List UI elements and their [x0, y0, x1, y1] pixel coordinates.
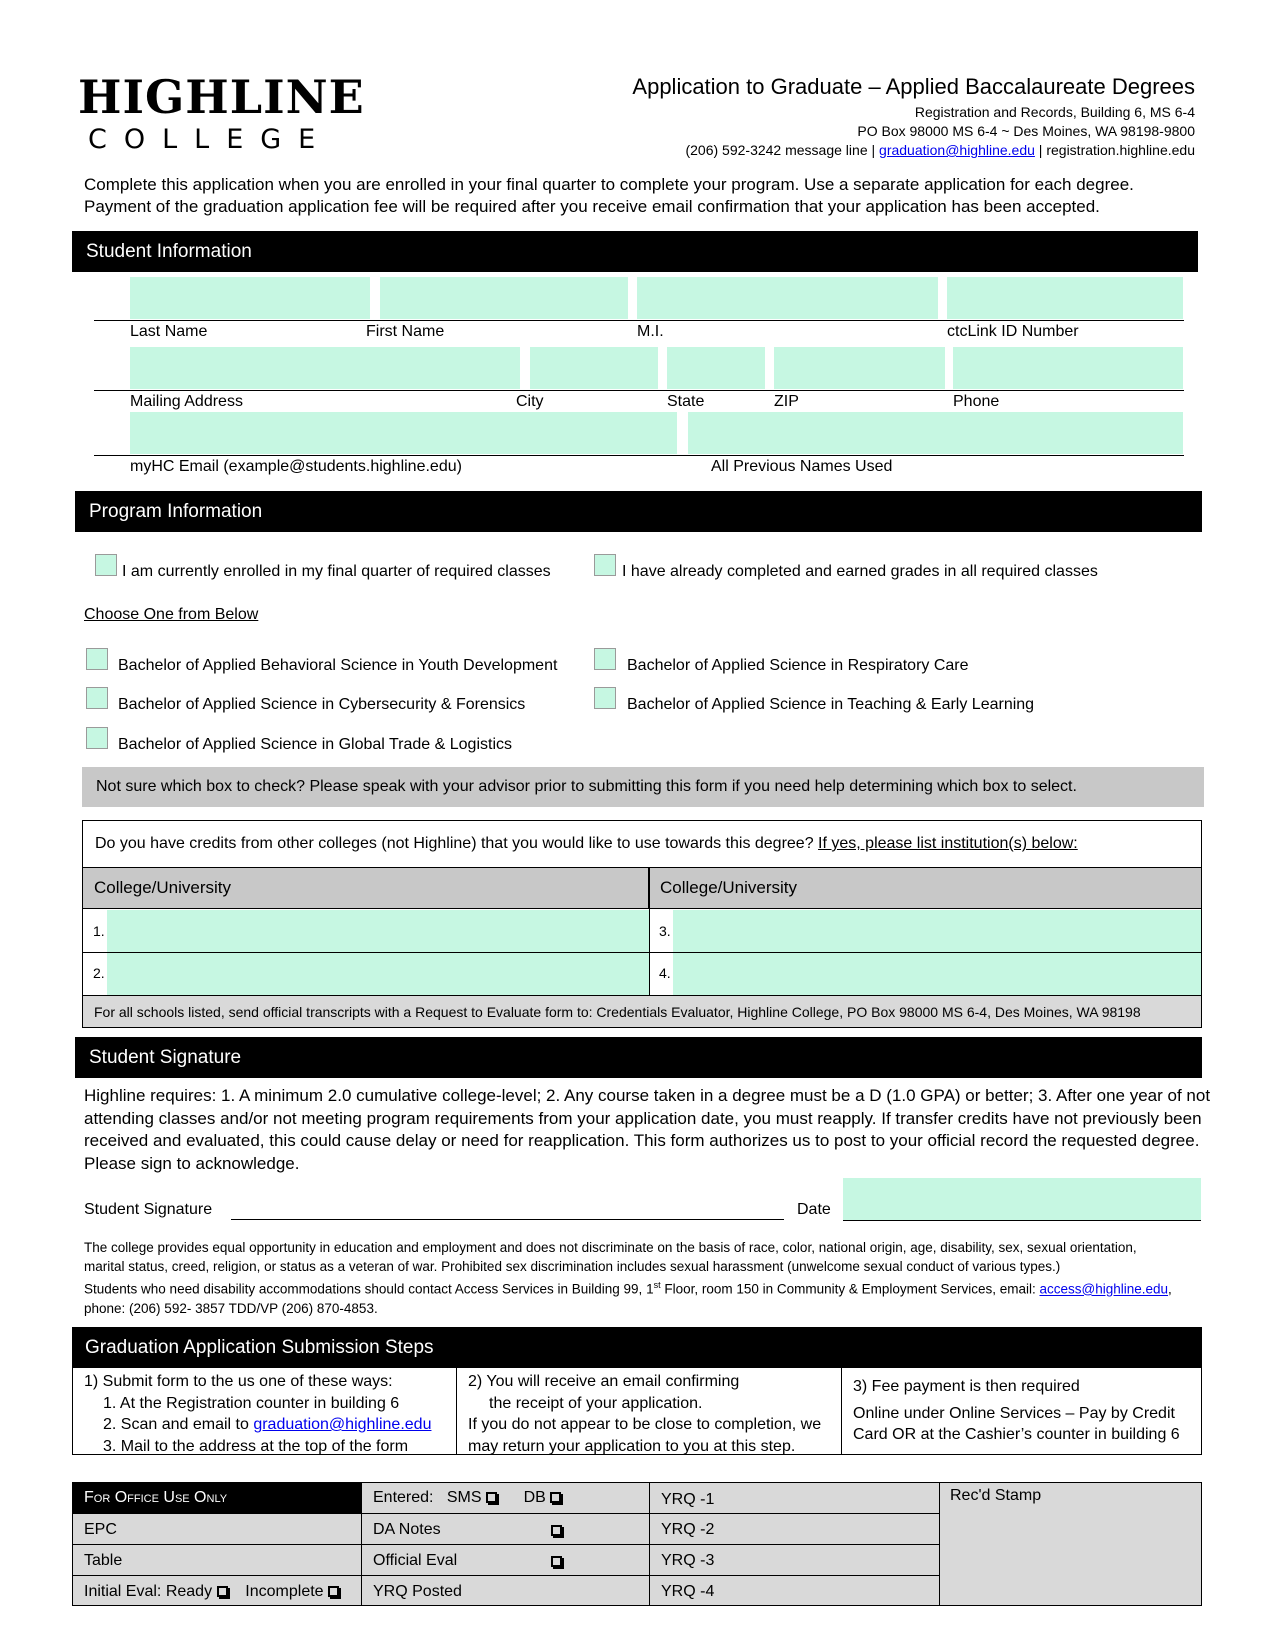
status-final-quarter-label: I am currently enrolled in my final quarter of required classes: [122, 563, 551, 580]
credits-header-right: College/University: [649, 867, 1201, 909]
credits-row-1-number: 1.: [93, 923, 105, 939]
degree-respiratory-care-label: Bachelor of Applied Science in Respiratory Care: [627, 657, 969, 674]
city-label: City: [516, 393, 544, 410]
incomplete-checkbox[interactable]: [328, 1586, 339, 1597]
degree-youth-development-checkbox[interactable]: [86, 648, 108, 670]
office-contact: (206) 592-3242 message line | graduation@highline.edu | registration.highline.edu: [685, 142, 1195, 158]
submission-steps-heading: Graduation Application Submission Steps: [72, 1327, 1202, 1368]
office-yrq-2: YRQ -2: [661, 1521, 715, 1538]
degree-global-trade-checkbox[interactable]: [86, 727, 108, 749]
phone-label: Phone: [953, 393, 1000, 410]
office-official-eval: Official Eval: [373, 1552, 458, 1569]
step-1: 1) Submit form to the us one of these ways: 1. At the Registration counter in building 6 2. Scan and email to graduation@highline.edu 3. Mail to the address at the top of the form: [73, 1368, 457, 1454]
advisor-note: Not sure which box to check? Please speak with your advisor prior to submitting this form if you need help determining which box to select.: [82, 767, 1204, 807]
last-name-field[interactable]: [130, 277, 370, 319]
student-info-heading: Student Information: [72, 231, 1198, 272]
degree-respiratory-care-checkbox[interactable]: [594, 648, 616, 670]
zip-field[interactable]: [774, 347, 945, 389]
date-label: Date: [797, 1201, 831, 1218]
office-yrq-3: YRQ -3: [661, 1552, 715, 1569]
email-label: myHC Email (example@students.highline.edu): [130, 458, 462, 475]
credits-header-left: College/University: [83, 867, 649, 909]
office-epc: EPC: [84, 1521, 117, 1538]
mailing-address-label: Mailing Address: [130, 393, 243, 410]
submission-steps-table: [72, 1368, 1202, 1455]
state-field[interactable]: [667, 347, 765, 389]
office-use-heading: For Office Use Only: [73, 1483, 361, 1513]
office-entered: Entered: SMS DB: [373, 1489, 561, 1507]
office-address-2: PO Box 98000 MS 6-4 ~ Des Moines, WA 98198-9800: [857, 123, 1195, 139]
credits-question: Do you have credits from other colleges (not Highline) that you would like to use towards this degree? If yes, please list institution(s) below:: [95, 835, 1078, 852]
previous-names-field[interactable]: [688, 412, 1183, 454]
intro-text: Complete this application when you are enrolled in your final quarter to complete your program. Use a separate application for each degree. Payment of the graduation application fee will be required after you receive email confirmation that your application has been accepted.: [84, 175, 1134, 216]
mailing-address-field[interactable]: [130, 347, 520, 389]
date-field[interactable]: [843, 1178, 1201, 1220]
student-signature-label: Student Signature: [84, 1201, 213, 1218]
row-2-rule: [94, 390, 1184, 391]
middle-initial-field[interactable]: [637, 277, 938, 319]
date-line: [843, 1220, 1201, 1221]
degree-youth-development-label: Bachelor of Applied Behavioral Science in Youth Development: [118, 657, 558, 674]
step-2: 2) You will receive an email confirming the receipt of your application. If you do not appear to be close to completion, we may return your application to you at this step.: [457, 1368, 842, 1454]
form-title: Application to Graduate – Applied Baccalaureate Degrees: [632, 74, 1195, 99]
ctclink-id-label: ctcLink ID Number: [947, 323, 1079, 340]
first-name-label: First Name: [366, 323, 445, 340]
mi-label: M.I.: [637, 323, 664, 340]
requirements-text: Highline requires: 1. A minimum 2.0 cumulative college-level; 2. Any course taken in a degree must be a D (1.0 GPA) or better; 3. After one year of not attending classes and/or not meeting program requirements from your application date, you must reapply. If transfer credits have not previously been received and evaluated, this could cause delay or need for reapplication. This form authorizes us to post to your official record the requested degree. Please sign to acknowledge.: [84, 1086, 1211, 1173]
form-header: [632, 74, 1195, 158]
office-recd-stamp: Rec'd Stamp: [950, 1487, 1042, 1504]
office-table: Table: [84, 1552, 123, 1569]
credits-row-4-number: 4.: [659, 965, 671, 981]
credits-row-2-number: 2.: [93, 965, 105, 981]
office-yrq-1: YRQ -1: [661, 1491, 715, 1508]
credits-column-divider: [649, 867, 650, 995]
step-3: 3) Fee payment is then required Online under Online Services – Pay by Credit Card OR at the Cashier’s counter in building 6: [853, 1378, 1180, 1443]
college-2-field[interactable]: [107, 953, 649, 995]
first-name-field[interactable]: [380, 277, 628, 319]
db-checkbox[interactable]: [550, 1492, 561, 1503]
logo-line-2: COLLEGE: [88, 124, 333, 155]
college-logo: [78, 70, 365, 160]
logo-line-1: HIGHLINE: [78, 70, 365, 124]
office-yrq-posted: YRQ Posted: [373, 1583, 462, 1600]
state-label: State: [667, 393, 705, 410]
zip-label: ZIP: [774, 393, 799, 410]
equal-opportunity-notice: The college provides equal opportunity in education and employment and does not discriminate on the basis of race, color, national origin, age, disability, sex, sexual orientation, marital status, creed, religion, or status as a veteran of war. Prohibited sex discrimination includes sexual harassment (unwelcome sexual conduct of various types.) Students who need disability accommodations should contact Access Services in Building 99, 1st Floor, room 150 in Community & Employment Services, email: access@highline.edu, phone: (206) 592- 3857 TDD/VP (206) 870-4853.: [84, 1240, 1172, 1316]
status-completed-checkbox[interactable]: [594, 554, 616, 576]
credits-section: [82, 820, 1202, 1028]
degree-global-trade-label: Bachelor of Applied Science in Global Trade & Logistics: [118, 736, 513, 753]
college-3-field[interactable]: [673, 910, 1201, 952]
choose-one-label: Choose One from Below: [84, 606, 259, 623]
graduation-email-link[interactable]: graduation@highline.edu: [879, 142, 1035, 158]
office-use-table: [72, 1482, 1202, 1606]
student-signature-line[interactable]: [231, 1219, 784, 1220]
access-email-link[interactable]: access@highline.edu: [1039, 1281, 1169, 1297]
email-field[interactable]: [130, 412, 677, 454]
phone-field[interactable]: [953, 347, 1183, 389]
signature-heading: Student Signature: [75, 1037, 1202, 1078]
degree-teaching-checkbox[interactable]: [594, 687, 616, 709]
transcripts-note: For all schools listed, send official transcripts with a Request to Evaluate form to: Credentials Evaluator, Highline College, PO Box 98000 MS 6-4, Des Moines, WA 98198: [83, 995, 1201, 1027]
credits-row-3-number: 3.: [659, 923, 671, 939]
sms-checkbox[interactable]: [486, 1492, 497, 1503]
office-yrq-4: YRQ -4: [661, 1583, 715, 1600]
degree-cybersecurity-label: Bachelor of Applied Science in Cybersecurity & Forensics: [118, 696, 526, 713]
degree-teaching-label: Bachelor of Applied Science in Teaching & Early Learning: [627, 696, 1035, 713]
status-final-quarter-checkbox[interactable]: [95, 554, 117, 576]
program-info-heading: Program Information: [75, 491, 1202, 532]
college-1-field[interactable]: [107, 910, 649, 952]
status-completed-label: I have already completed and earned grades in all required classes: [622, 563, 1098, 580]
office-da-notes: DA Notes: [373, 1521, 441, 1538]
ready-checkbox[interactable]: [217, 1586, 228, 1597]
last-name-label: Last Name: [130, 323, 208, 340]
office-initial-eval: Initial Eval: Ready Incomplete: [84, 1583, 339, 1601]
previous-names-label: All Previous Names Used: [711, 458, 893, 475]
row-1-rule: [94, 320, 1184, 321]
row-3-rule: [94, 455, 1184, 456]
city-field[interactable]: [530, 347, 658, 389]
official-eval-checkbox[interactable]: [551, 1556, 562, 1567]
step-email-link[interactable]: graduation@highline.edu: [253, 1416, 432, 1433]
office-address-1: Registration and Records, Building 6, MS 6-4: [914, 104, 1195, 120]
degree-cybersecurity-checkbox[interactable]: [86, 687, 108, 709]
ctclink-id-field[interactable]: [947, 277, 1183, 319]
college-4-field[interactable]: [673, 953, 1201, 995]
da-notes-checkbox[interactable]: [551, 1525, 562, 1536]
